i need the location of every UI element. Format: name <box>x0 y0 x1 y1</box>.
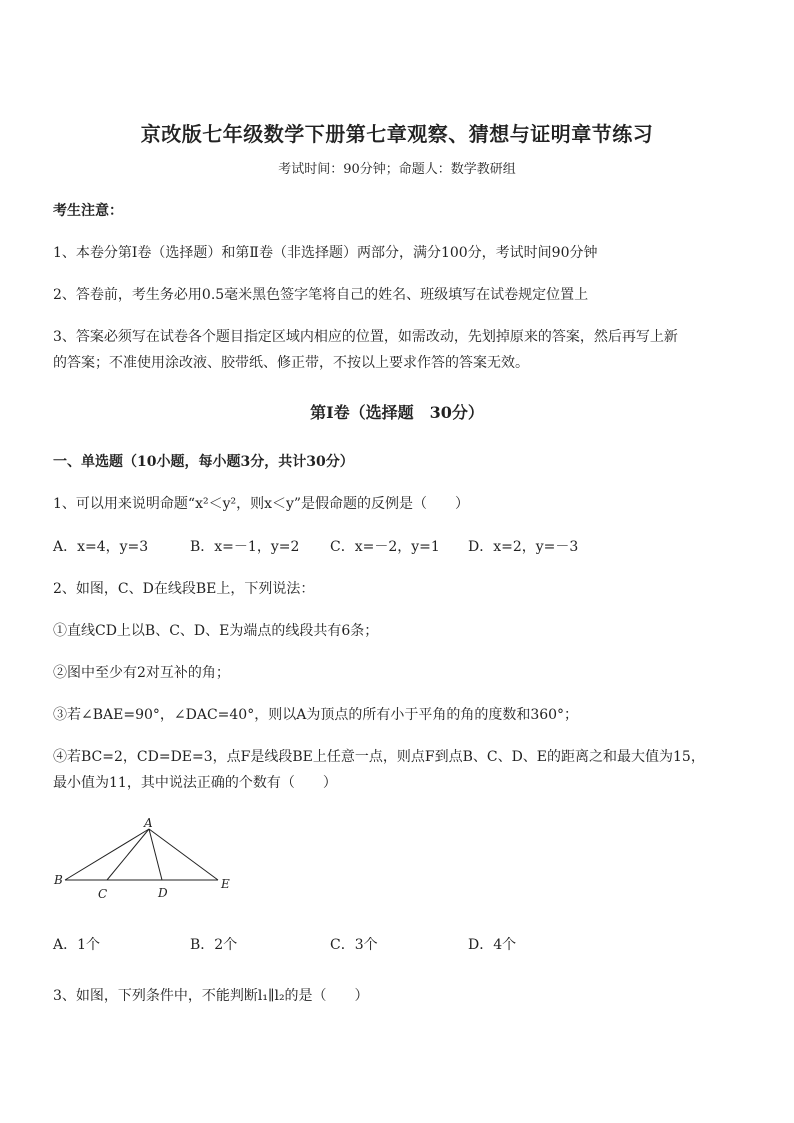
q1-option-c: C．x=－2，y=1 <box>330 539 440 555</box>
q2-option-d: D．4个 <box>468 937 517 953</box>
section-title: 第Ⅰ卷（选择题 30分） <box>310 403 484 422</box>
q2-figure-triangle <box>50 814 240 904</box>
notice-item-3: 3、答案必须写在试卷各个题目指定区域内相应的位置，如需改动，先划掉原来的答案，然后再写上新 <box>53 329 678 345</box>
label-c: C <box>98 887 108 901</box>
q1-option-b: B．x=－1，y=2 <box>190 539 300 555</box>
q2-statement-4-cont: 最小值为11，其中说法正确的个数有（ ） <box>53 775 337 791</box>
notice-item-2: 2、答卷前，考生务必用0.5毫米黑色签字笔将自己的姓名、班级填写在试卷规定位置上 <box>53 287 589 303</box>
q2-option-c: C．3个 <box>330 937 378 953</box>
exam-info: 考试时间：90分钟；命题人：数学教研组 <box>278 162 516 177</box>
q2-statement-4: ④若BC=2，CD=DE=3，点F是线段BE上任意一点，则点F到点B、C、D、E的距离之和最大值为15， <box>53 749 705 765</box>
label-d: D <box>158 886 168 900</box>
part-title: 一、单选题（10小题，每小题3分，共计30分） <box>53 454 354 470</box>
q2-statement-3: ③若∠BAE=90°，∠DAC=40°，则以A为顶点的所有小于平角的角的度数和360°； <box>53 707 579 723</box>
label-a: A <box>144 816 153 830</box>
label-e: E <box>221 877 230 891</box>
notice-heading: 考生注意： <box>53 203 123 219</box>
notice-item-3-cont: 的答案；不准使用涂改液、胶带纸、修正带，不按以上要求作答的答案无效。 <box>53 355 529 371</box>
q2-option-a: A．1个 <box>53 937 101 953</box>
q1-option-d: D．x=2，y=－3 <box>468 539 579 555</box>
q1-stem: 1、可以用来说明命题“x²＜y²，则x＜y”是假命题的反例是（ ） <box>53 496 470 512</box>
q2-statement-2: ②图中至少有2对互补的角； <box>53 665 230 681</box>
q3-stem: 3、如图，下列条件中，不能判断l₁∥l₂的是（ ） <box>53 988 369 1004</box>
q2-stem: 2、如图，C、D在线段BE上，下列说法： <box>53 581 315 597</box>
page-title: 京改版七年级数学下册第七章观察、猜想与证明章节练习 <box>140 122 654 146</box>
q2-option-b: B．2个 <box>190 937 238 953</box>
q2-statement-1: ①直线CD上以B、C、D、E为端点的线段共有6条； <box>53 623 379 639</box>
q1-option-a: A．x=4，y=3 <box>53 539 149 555</box>
notice-item-1: 1、本卷分第Ⅰ卷（选择题）和第Ⅱ卷（非选择题）两部分，满分100分，考试时间90分钟 <box>53 245 598 261</box>
label-b: B <box>54 873 63 887</box>
